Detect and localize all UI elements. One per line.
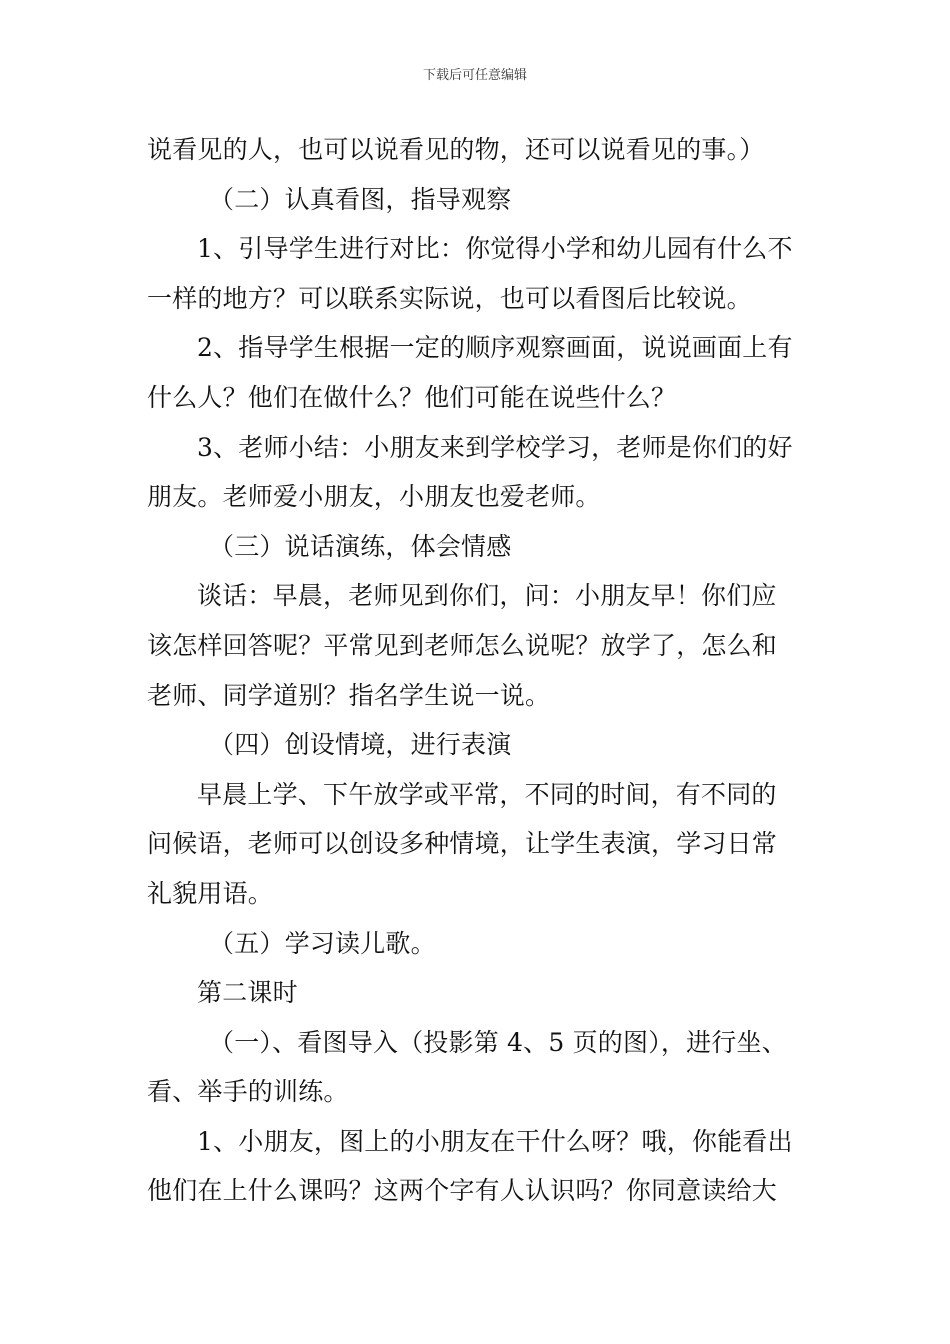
paragraph-line: 问候语，老师可以创设多种情境，让学生表演，学习日常 — [147, 829, 778, 859]
paragraph-line: 看、举手的训练。 — [147, 1077, 349, 1107]
paragraph-line: 一样的地方？可以联系实际说，也可以看图后比较说。 — [147, 283, 752, 313]
paragraph-line: 说看见的人，也可以说看见的物，还可以说看见的事。） — [147, 135, 765, 164]
paragraph-line: 3、老师小结：小朋友来到学校学习，老师是你们的好 — [197, 432, 793, 462]
paragraph-line: 他们在上什么课吗？这两个字有人认识吗？你同意读给大 — [147, 1176, 778, 1206]
paragraph-line: 老师、同学道别？指名学生说一说。 — [147, 680, 551, 710]
page-header: 下载后可任意编辑 — [422, 68, 527, 83]
section-heading: （二）认真看图，指导观察 — [209, 184, 512, 214]
section-heading: （一）、看图导入（投影第 4、5 页的图），进行坐、 — [209, 1027, 787, 1057]
paragraph-line: 礼貌用语。 — [147, 878, 274, 908]
paragraph-line: 该怎样回答呢？平常见到老师怎么说呢？放学了，怎么和 — [147, 630, 778, 660]
paragraph-line: 2、指导学生根据一定的顺序观察画面，说说画面上有 — [197, 333, 793, 363]
lesson-heading: 第二课时 — [197, 978, 298, 1008]
document-body — [147, 125, 812, 1216]
paragraph-line: 1、引导学生进行对比：你觉得小学和幼儿园有什么不 — [197, 234, 793, 264]
section-heading: （五）学习读儿歌。 — [209, 928, 436, 958]
paragraph-line: 1、小朋友，图上的小朋友在干什么呀？哦，你能看出 — [197, 1126, 793, 1156]
paragraph-line: 早晨上学、下午放学或平常，不同的时间，有不同的 — [197, 779, 777, 809]
section-heading: （三）说话演练，体会情感 — [209, 531, 512, 561]
paragraph-line: 朋友。老师爱小朋友，小朋友也爱老师。 — [147, 482, 601, 512]
paragraph-line: 谈话：早晨，老师见到你们，问：小朋友早！你们应 — [197, 581, 777, 611]
paragraph-line: 什么人？他们在做什么？他们可能在说些什么？ — [147, 382, 677, 412]
section-heading: （四）创设情境，进行表演 — [209, 730, 512, 760]
